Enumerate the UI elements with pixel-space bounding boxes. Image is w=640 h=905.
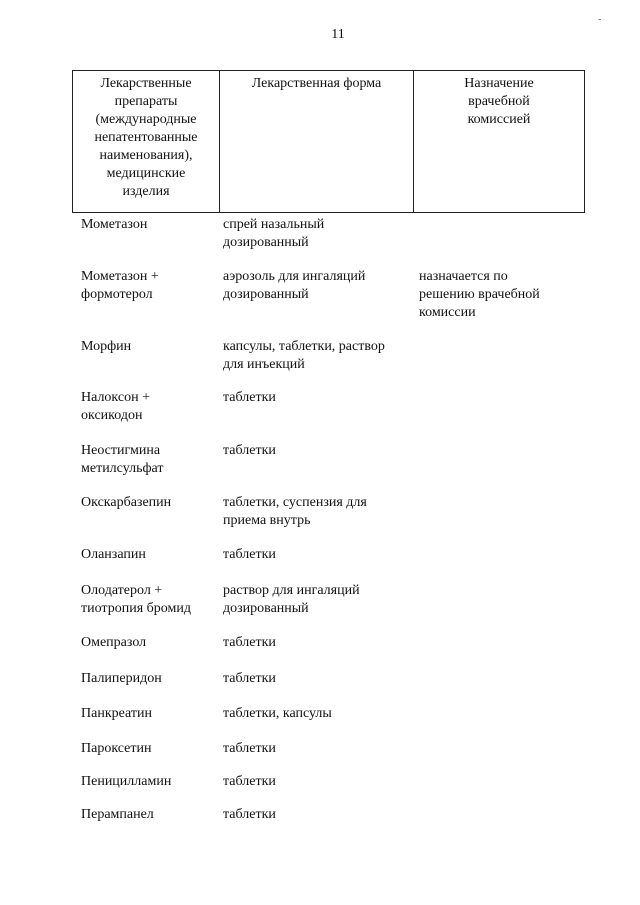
dosage-form: таблетки — [223, 635, 276, 650]
drug-name: Окскарбазепин — [81, 495, 172, 510]
scan-mark: - — [598, 14, 602, 25]
drug-name: Налоксон + оксикодон — [81, 390, 150, 423]
drug-name: Палиперидон — [81, 671, 162, 686]
dosage-form: таблетки, суспензия для приема внутрь — [223, 495, 367, 528]
drug-name: Морфин — [81, 339, 132, 354]
dosage-form: таблетки — [223, 807, 276, 822]
drug-name: Оланзапин — [81, 547, 146, 562]
dosage-form: таблетки — [223, 774, 276, 789]
dosage-form: аэрозоль для ингаляций дозированный — [223, 269, 366, 302]
dosage-form: таблетки — [223, 443, 276, 458]
header-drugs: Лекарственные препараты (международные непатентованные наименования), медицинские изделия — [73, 71, 220, 212]
drug-name: Пароксетин — [81, 741, 152, 756]
dosage-form: капсулы, таблетки, раствор для инъекций — [223, 339, 385, 372]
drug-name: Перампанел — [81, 807, 154, 822]
drug-name: Мометазон + формотерол — [81, 269, 159, 302]
dosage-form: таблетки, капсулы — [223, 706, 332, 721]
drug-name: Омепразол — [81, 635, 147, 650]
dosage-form: таблетки — [223, 741, 276, 756]
drug-name: Пеницилламин — [81, 774, 172, 789]
dosage-form: таблетки — [223, 547, 276, 562]
dosage-form: раствор для ингаляций дозированный — [223, 583, 360, 616]
drug-name: Олодатерол + тиотропия бромид — [81, 583, 191, 616]
drug-name: Мометазон — [81, 217, 148, 232]
drug-name: Панкреатин — [81, 706, 152, 721]
dosage-form: таблетки — [223, 390, 276, 405]
dosage-form: таблетки — [223, 671, 276, 686]
drug-name: Неостигмина метилсульфат — [81, 443, 164, 476]
header-commission: Назначение врачебной комиссией — [464, 76, 534, 127]
dosage-form: спрей назальный дозированный — [223, 217, 325, 250]
commission-note: назначается по решению врачебной комиссии — [419, 269, 540, 320]
header-dosage-form: Лекарственная форма — [220, 71, 414, 212]
page-number: 11 — [331, 27, 345, 42]
